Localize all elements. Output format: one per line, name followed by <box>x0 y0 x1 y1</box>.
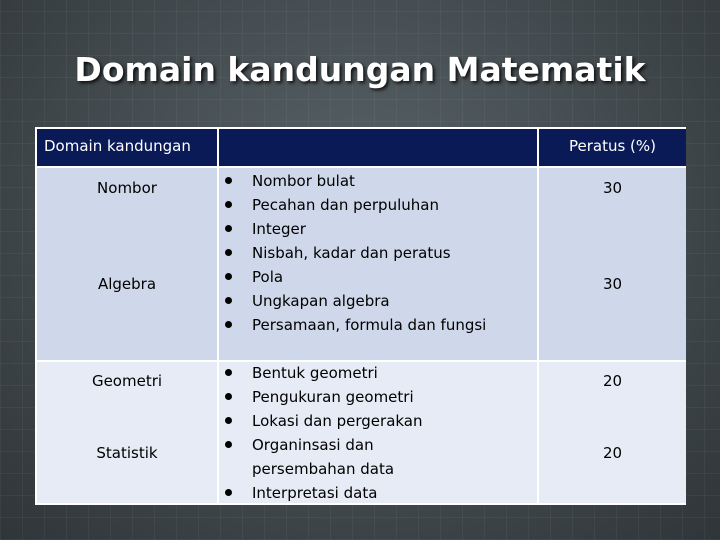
percent-value: 30 <box>602 179 623 197</box>
header-topics <box>219 129 537 166</box>
bullet-icon <box>225 201 232 208</box>
percent-value: 30 <box>602 275 623 293</box>
bullet-icon <box>225 489 232 496</box>
topic-item: Ungkapan algebra <box>219 289 537 313</box>
percent-value: 20 <box>602 444 623 462</box>
bullet-icon <box>225 297 232 304</box>
topic-item: Pecahan dan perpuluhan <box>219 193 537 217</box>
domain-label: Algebra <box>97 275 157 293</box>
header-domain: Domain kandungan <box>37 129 217 166</box>
bullet-icon <box>225 441 232 448</box>
header-percent: Peratus (%) <box>539 129 686 166</box>
topic-list-group-2 <box>219 361 537 505</box>
domain-table <box>35 127 686 505</box>
domain-label: Nombor <box>97 179 157 197</box>
slide-title: Domain kandungan Matematik <box>74 50 646 89</box>
percent-value: 20 <box>602 372 623 390</box>
topic-item: Nombor bulat <box>219 169 537 193</box>
bullet-icon <box>225 393 232 400</box>
topic-item: Pengukuran geometri <box>219 385 537 409</box>
topic-item: Integer <box>219 217 537 241</box>
topic-list-group-1 <box>219 169 537 337</box>
bullet-icon <box>225 369 232 376</box>
topic-item: Lokasi dan pergerakan <box>219 409 537 433</box>
topic-item: Nisbah, kadar dan peratus <box>219 241 537 265</box>
topic-item: Bentuk geometri <box>219 361 537 385</box>
topic-item: Persamaan, formula dan fungsi <box>219 313 537 337</box>
bullet-icon <box>225 177 232 184</box>
topic-item: Interpretasi data <box>219 481 537 505</box>
topic-item: Pola <box>219 265 537 289</box>
domain-label: Statistik <box>96 444 158 462</box>
bullet-icon <box>225 417 232 424</box>
topic-item: Organinsasi dan persembahan data <box>219 433 472 481</box>
bullet-icon <box>225 225 232 232</box>
domain-label: Geometri <box>91 372 163 390</box>
bullet-icon <box>225 273 232 280</box>
bullet-icon <box>225 321 232 328</box>
bullet-icon <box>225 249 232 256</box>
